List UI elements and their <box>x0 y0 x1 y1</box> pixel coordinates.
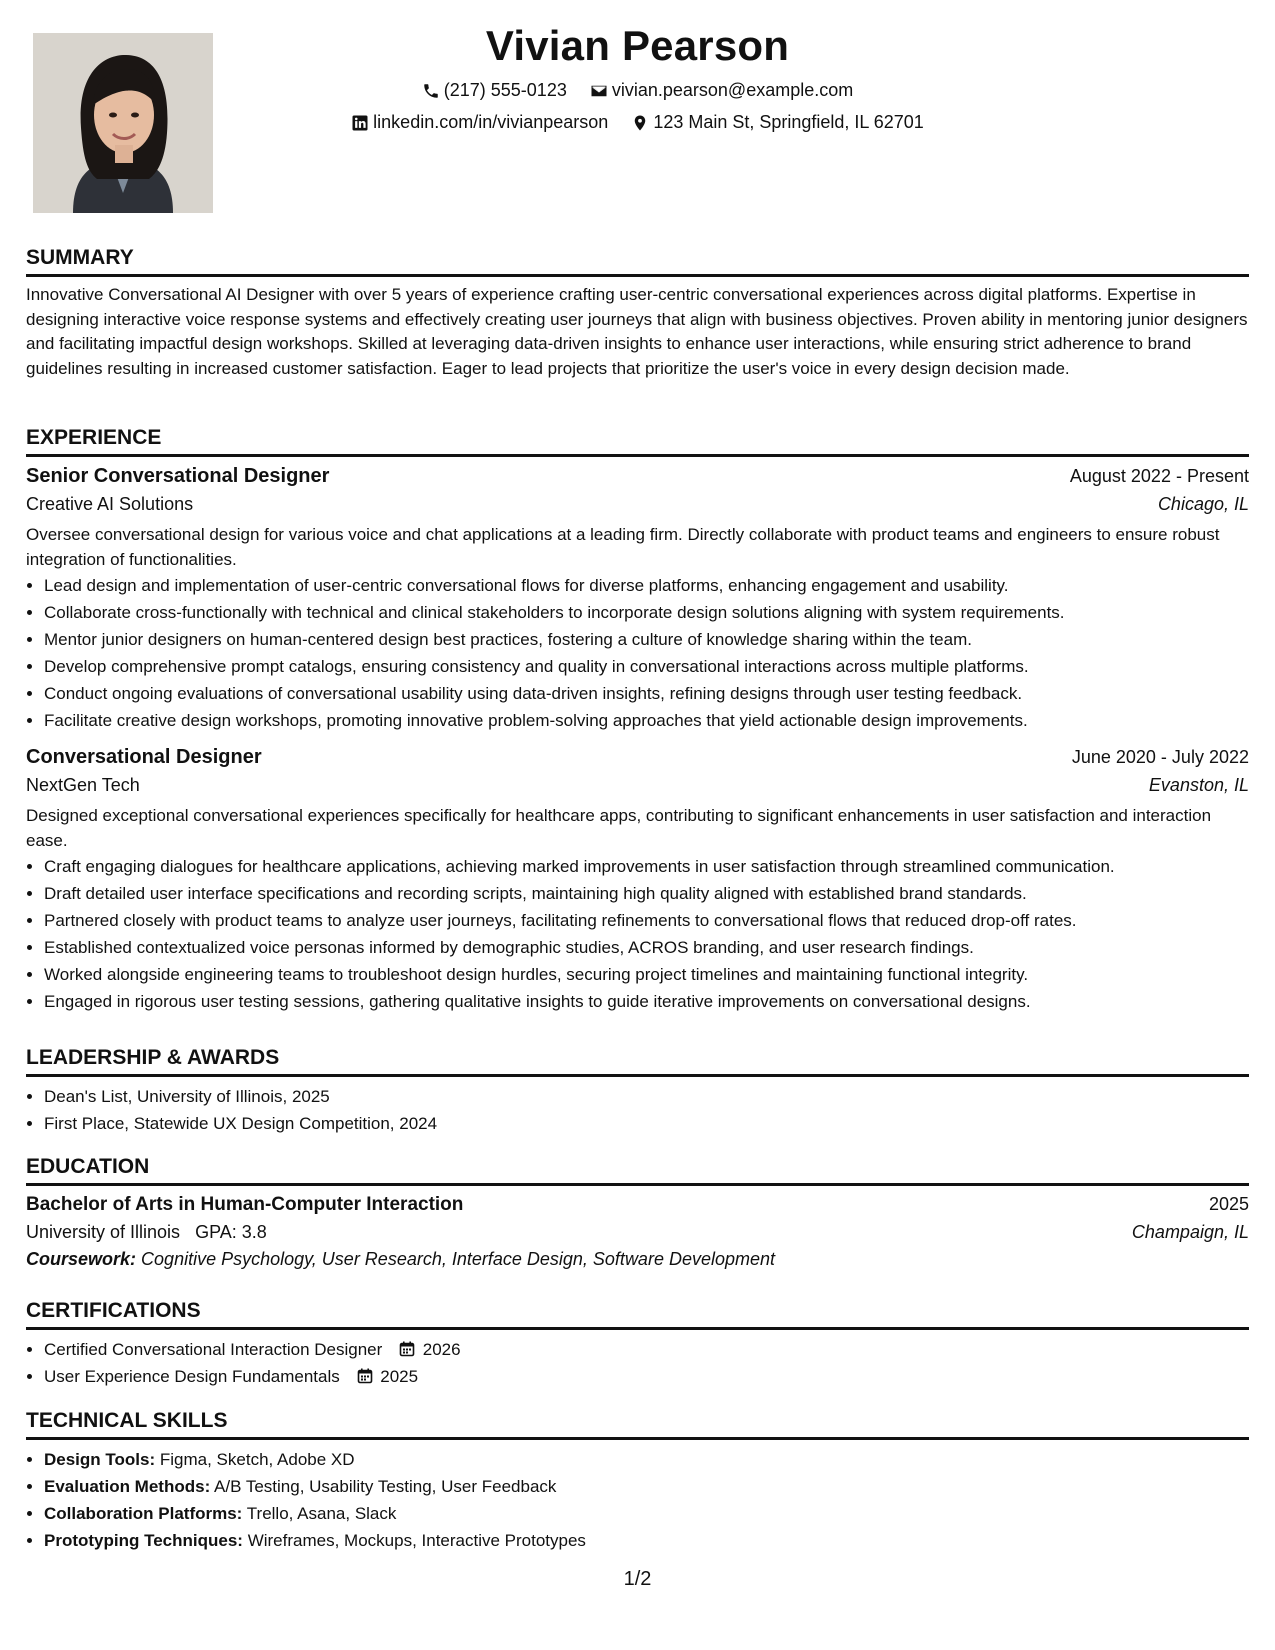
contact-line-1 <box>0 80 1275 105</box>
job-description: Oversee conversational design for various voice and chat applications at a leading firm. Directly collaborate with product teams and engineers to ensure robust integration of functionalities. <box>26 525 1220 569</box>
list-item: • Develop comprehensive prompt catalogs, ensuring consistency and quality in conversational interactions across multiple platforms. <box>44 653 1249 680</box>
summary-section <box>26 244 1249 381</box>
calendar-icon <box>357 1368 373 1384</box>
list-item: • Conduct ongoing evaluations of conversational usability using data-driven insights, refining designs through user testing feedback. <box>44 680 1249 707</box>
linkedin-icon <box>351 114 369 132</box>
list-item: • Lead design and implementation of user-centric conversational flows for diverse platforms, enhancing engagement and usability. <box>44 572 1249 599</box>
contact-line-2 <box>0 112 1275 137</box>
calendar-icon <box>399 1341 415 1357</box>
coursework-list: Cognitive Psychology, User Research, Interface Design, Software Development <box>141 1249 776 1269</box>
certification-name: Certified Conversational Interaction Designer <box>44 1340 383 1359</box>
awards-section <box>26 1044 1249 1137</box>
job-dates: August 2022 - Present <box>1069 466 1249 486</box>
certifications-heading: CERTIFICATIONS <box>26 1297 1249 1330</box>
list-item: • Draft detailed user interface specifications and recording scripts, maintaining high quality aligned with established brand standards. <box>44 880 1249 907</box>
job-title: Senior Conversational Designer <box>26 465 330 487</box>
list-item <box>44 1500 1249 1527</box>
list-item: • Dean's List, University of Illinois, 2025 <box>44 1083 1249 1110</box>
phone-contact[interactable] <box>422 80 567 101</box>
address-contact <box>631 112 924 133</box>
skill-value: A/B Testing, Usability Testing, User Feedback <box>214 1477 557 1496</box>
coursework <box>26 1249 1249 1270</box>
skill-label: Prototyping Techniques: <box>44 1531 243 1550</box>
job-company: NextGen Tech <box>26 775 140 795</box>
phone-icon <box>422 82 440 100</box>
certifications-section <box>26 1297 1249 1390</box>
awards-list <box>26 1083 1249 1137</box>
candidate-name: Vivian Pearson <box>485 22 790 69</box>
job-location: Chicago, IL <box>1157 494 1249 514</box>
list-item <box>44 1363 1249 1390</box>
linkedin-contact[interactable] <box>351 112 608 133</box>
linkedin-text: linkedin.com/in/vivianpearson <box>373 112 609 132</box>
skill-value: Wireframes, Mockups, Interactive Prototypes <box>247 1531 586 1550</box>
gpa: GPA: 3.8 <box>195 1222 267 1242</box>
list-item: • First Place, Statewide UX Design Competition, 2024 <box>44 1110 1249 1137</box>
list-item: • Established contextualized voice personas informed by demographic studies, ACROS branding, and user research findings. <box>44 934 1249 961</box>
address-text: 123 Main St, Springfield, IL 62701 <box>653 112 924 132</box>
job-description: Designed exceptional conversational experiences specifically for healthcare apps, contributing to significant enhancements in user satisfaction and interaction ease. <box>26 806 1212 850</box>
summary-heading: SUMMARY <box>26 244 1249 277</box>
awards-heading: LEADERSHIP & AWARDS <box>26 1044 1249 1077</box>
experience-section <box>26 424 1249 1015</box>
job-title: Conversational Designer <box>26 746 262 768</box>
list-item: • Collaborate cross-functionally with technical and clinical stakeholders to incorporate design solutions aligning with system requirements. <box>44 599 1249 626</box>
page-number: 1/2 <box>623 1568 652 1590</box>
summary-text: Innovative Conversational AI Designer with over 5 years of experience crafting user-centric conversational experiences across digital platforms. Expertise in designing interactive voice response systems and effectively creating user journeys that align with business objectives. Proven ability in mentoring junior designers and facilitating impactful design workshops. Skilled at leveraging data-driven insights to enhance user interactions, while ensuring strict adherence to brand guidelines resulting in increased customer satisfaction. Eager to lead projects that prioritize the user's voice in every design decision made. <box>26 285 1248 378</box>
list-item <box>44 1446 1249 1473</box>
job-entry <box>26 465 1249 734</box>
experience-heading: EXPERIENCE <box>26 424 1249 457</box>
skill-value: Trello, Asana, Slack <box>246 1504 397 1523</box>
email-contact[interactable] <box>590 80 853 101</box>
certification-name: User Experience Design Fundamentals <box>44 1367 340 1386</box>
map-pin-icon <box>631 114 649 132</box>
skill-label: Evaluation Methods: <box>44 1477 211 1496</box>
certifications-list <box>26 1336 1249 1390</box>
job-bullets <box>26 572 1249 734</box>
list-item: • Craft engaging dialogues for healthcare applications, achieving marked improvements in user satisfaction through streamlined communication. <box>44 853 1249 880</box>
job-location: Evanston, IL <box>1148 775 1249 795</box>
certification-year: 2026 <box>422 1340 461 1359</box>
list-item <box>44 1336 1249 1363</box>
school-location: Champaign, IL <box>1131 1222 1249 1242</box>
education-heading: EDUCATION <box>26 1153 1249 1186</box>
education-section <box>26 1153 1249 1270</box>
school-name: University of Illinois <box>26 1222 181 1242</box>
job-bullets <box>26 853 1249 1015</box>
job-company: Creative AI Solutions <box>26 494 194 514</box>
skill-label: Collaboration Platforms: <box>44 1504 243 1523</box>
job-dates: June 2020 - July 2022 <box>1071 747 1249 767</box>
graduation-year: 2025 <box>1208 1194 1249 1214</box>
list-item: • Engaged in rigorous user testing sessions, gathering qualitative insights to guide iterative improvements on conversational designs. <box>44 988 1249 1015</box>
skills-list <box>26 1446 1249 1554</box>
certification-year: 2025 <box>380 1367 419 1386</box>
skill-label: Design Tools: <box>44 1450 156 1469</box>
phone-text: (217) 555-0123 <box>443 80 567 100</box>
list-item: • Partnered closely with product teams to analyze user journeys, facilitating refinements to conversational flows that reduced drop-off rates. <box>44 907 1249 934</box>
degree-title: Bachelor of Arts in Human-Computer Interaction <box>26 1194 464 1215</box>
list-item: • Facilitate creative design workshops, promoting innovative problem-solving approaches that yield actionable design improvements. <box>44 707 1249 734</box>
job-entry <box>26 746 1249 1015</box>
skills-section <box>26 1407 1249 1554</box>
envelope-icon <box>590 82 608 100</box>
list-item <box>44 1473 1249 1500</box>
list-item: • Worked alongside engineering teams to troubleshoot design hurdles, securing project timelines and maintaining functional integrity. <box>44 961 1249 988</box>
skills-heading: TECHNICAL SKILLS <box>26 1407 1249 1440</box>
coursework-label: Coursework: <box>26 1249 137 1269</box>
skill-value: Figma, Sketch, Adobe XD <box>159 1450 355 1469</box>
list-item <box>44 1527 1249 1554</box>
list-item: • Mentor junior designers on human-centered design best practices, fostering a culture of knowledge sharing within the team. <box>44 626 1249 653</box>
email-text: vivian.pearson@example.com <box>611 80 854 100</box>
